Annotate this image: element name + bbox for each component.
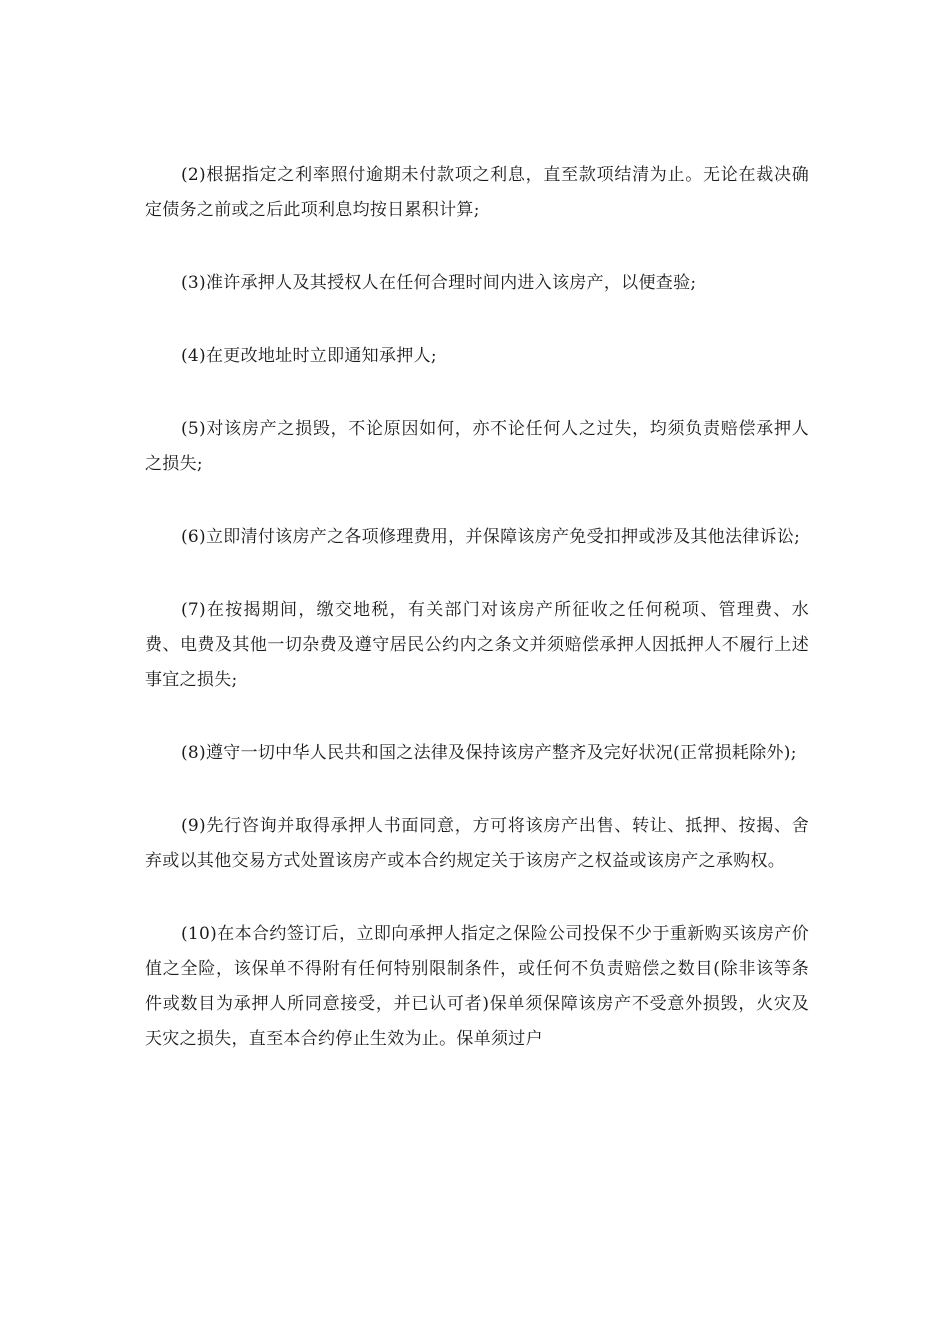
clause-6: (6)立即清付该房产之各项修理费用，并保障该房产免受扣押或涉及其他法律诉讼; (181, 527, 801, 547)
clause-10: (10)在本合约签订后，立即向承押人指定之保险公司投保不少于重新购买该房产价值之全险，该保单不得附有任何特别限制条件，或任何不负责赔偿之数目(除非该等条件或数目为承押人所同意接受，并已认可者)保单须保障该房产不受意外损毁，火灾及天灾之损失，直至本合约停止生效为止。保单须过户 (145, 924, 809, 1049)
clause-8: (8)遵守一切中华人民共和国之法律及保持该房产整齐及完好状况(正常损耗除外); (181, 743, 797, 763)
clause-5: (5)对该房产之损毁，不论原因如何，亦不论任何人之过失，均须负责赔偿承押人之损失; (145, 419, 809, 474)
clause-9: (9)先行咨询并取得承押人书面同意，方可将该房产出售、转让、抵押、按揭、舍弃或以其他交易方式处置该房产或本合约规定关于该房产之权益或该房产之承购权。 (145, 816, 809, 871)
clause-4: (4)在更改地址时立即通知承押人; (181, 346, 437, 366)
clause-3: (3)准许承押人及其授权人在任何合理时间内进入该房产，以便查验; (181, 273, 697, 293)
clause-2: (2)根据指定之利率照付逾期未付款项之利息，直至款项结清为止。无论在裁决确定债务之前或之后此项利息均按日累积计算; (145, 165, 809, 220)
clause-7: (7)在按揭期间，缴交地税，有关部门对该房产所征收之任何税项、管理费、水费、电费及其他一切杂费及遵守居民公约内之条文并须赔偿承押人因抵押人不履行上述事宜之损失; (145, 600, 809, 690)
